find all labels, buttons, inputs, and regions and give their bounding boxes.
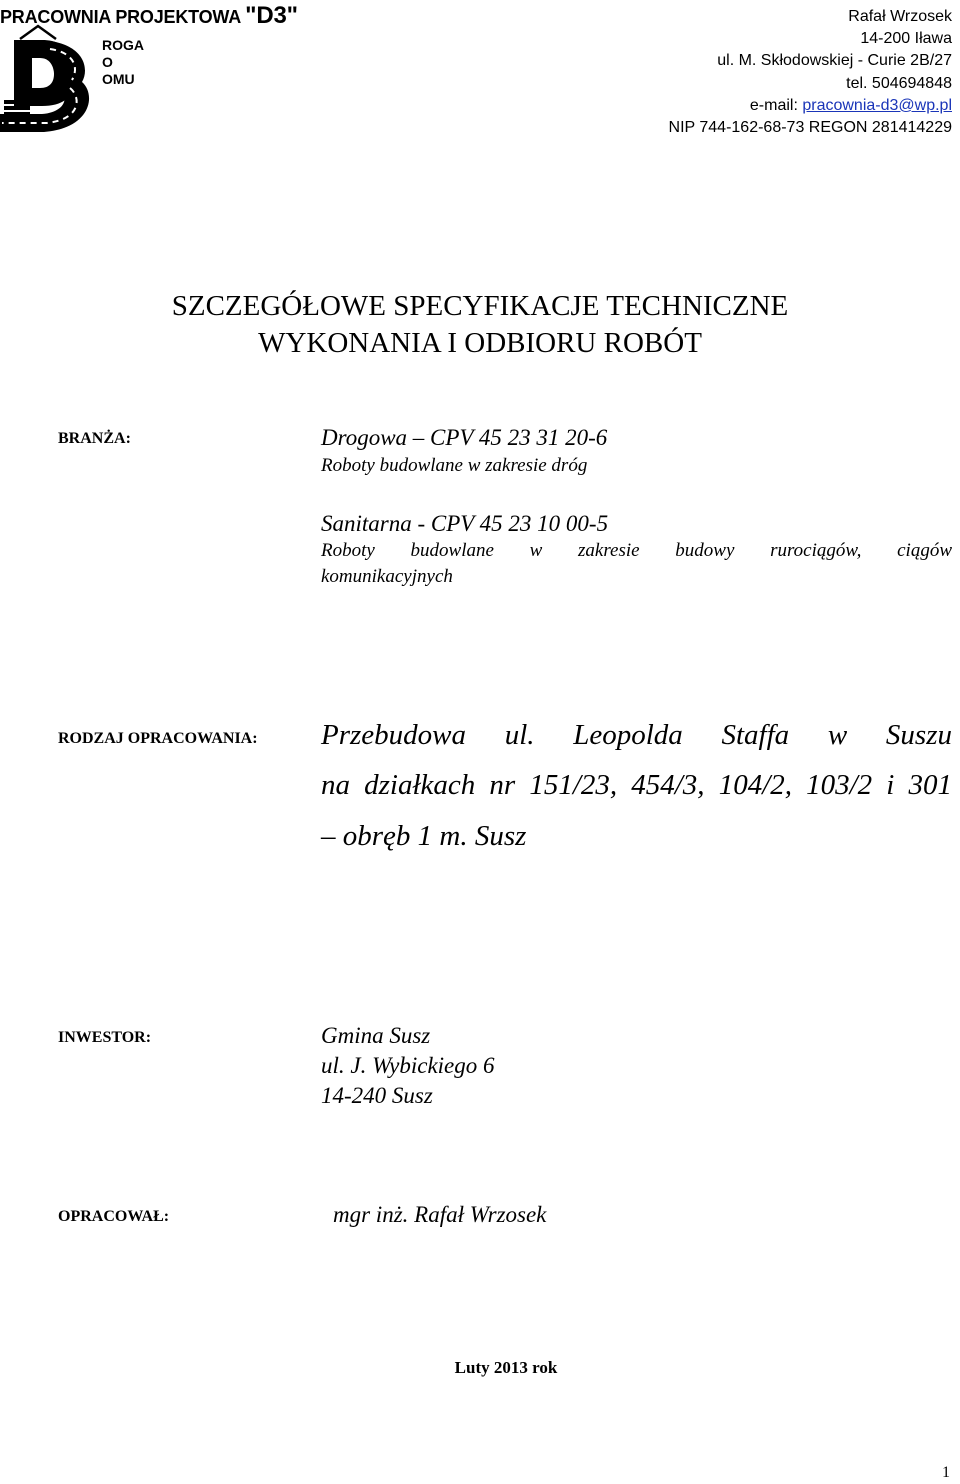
contact-email-link[interactable]: pracownia-d3@wp.pl xyxy=(802,96,952,114)
rodzaj-label: RODZAJ OPRACOWANIA: xyxy=(58,730,258,747)
title-line-1: SZCZEGÓŁOWE SPECYFIKACJE TECHNICZNE xyxy=(171,290,789,322)
title-line-2: WYKONANIA I ODBIORU ROBÓT xyxy=(258,327,702,359)
sanitarna-title: Sanitarna - CPV 45 23 10 00-5 xyxy=(321,511,609,536)
rodzaj-line-3: – obręb 1 m. Susz xyxy=(321,820,527,852)
branza-label: BRANŻA: xyxy=(58,430,131,447)
logo-word-3: OMU xyxy=(102,71,135,87)
d3-logo xyxy=(0,24,96,136)
sanitarna-description-line-2: komunikacyjnych xyxy=(321,566,453,587)
opracowal-label: OPRACOWAŁ: xyxy=(58,1208,170,1225)
rodzaj-line-2: na działkach nr 151/23, 454/3, 104/2, 103/2 i 301 xyxy=(321,769,952,801)
contact-street: ul. M. Skłodowskiej - Curie 2B/27 xyxy=(717,52,952,70)
page-number: 1 xyxy=(942,1464,950,1481)
contact-block xyxy=(669,6,952,139)
contact-ids: NIP 744-162-68-73 REGON 281414229 xyxy=(668,119,952,137)
sanitarna-description-line-1: Roboty budowlane w zakresie budowy rurociągów, ciągów xyxy=(321,540,952,561)
contact-email-label: e-mail: xyxy=(749,96,803,114)
firm-name-code: "D3" xyxy=(245,2,298,29)
document-date: Luty 2013 rok xyxy=(454,1358,558,1377)
contact-email-line xyxy=(669,95,952,117)
logo-word-2: O xyxy=(102,54,113,70)
roof-icon xyxy=(20,26,56,39)
inwestor-label: INWESTOR: xyxy=(58,1029,152,1046)
contact-name: Rafał Wrzosek xyxy=(848,8,952,25)
document-title xyxy=(0,288,960,362)
firm-name-prefix: PRACOWNIA PROJEKTOWA xyxy=(0,7,246,27)
inwestor-line-1: Gmina Susz xyxy=(321,1023,431,1048)
inwestor-line-2: ul. J. Wybickiego 6 xyxy=(321,1053,495,1078)
inwestor-line-3: 14-240 Susz xyxy=(321,1083,433,1108)
drogowa-description: Roboty budowlane w zakresie dróg xyxy=(321,455,588,476)
author-name: mgr inż. Rafał Wrzosek xyxy=(333,1202,547,1227)
rodzaj-line-1: Przebudowa ul. Leopolda Staffa w Suszu xyxy=(321,719,952,751)
contact-phone: tel. 504694848 xyxy=(846,74,952,92)
logo-word-1: ROGA xyxy=(102,37,144,53)
contact-city: 14-200 Iława xyxy=(860,30,952,48)
drogowa-title: Drogowa – CPV 45 23 31 20-6 xyxy=(321,425,608,450)
